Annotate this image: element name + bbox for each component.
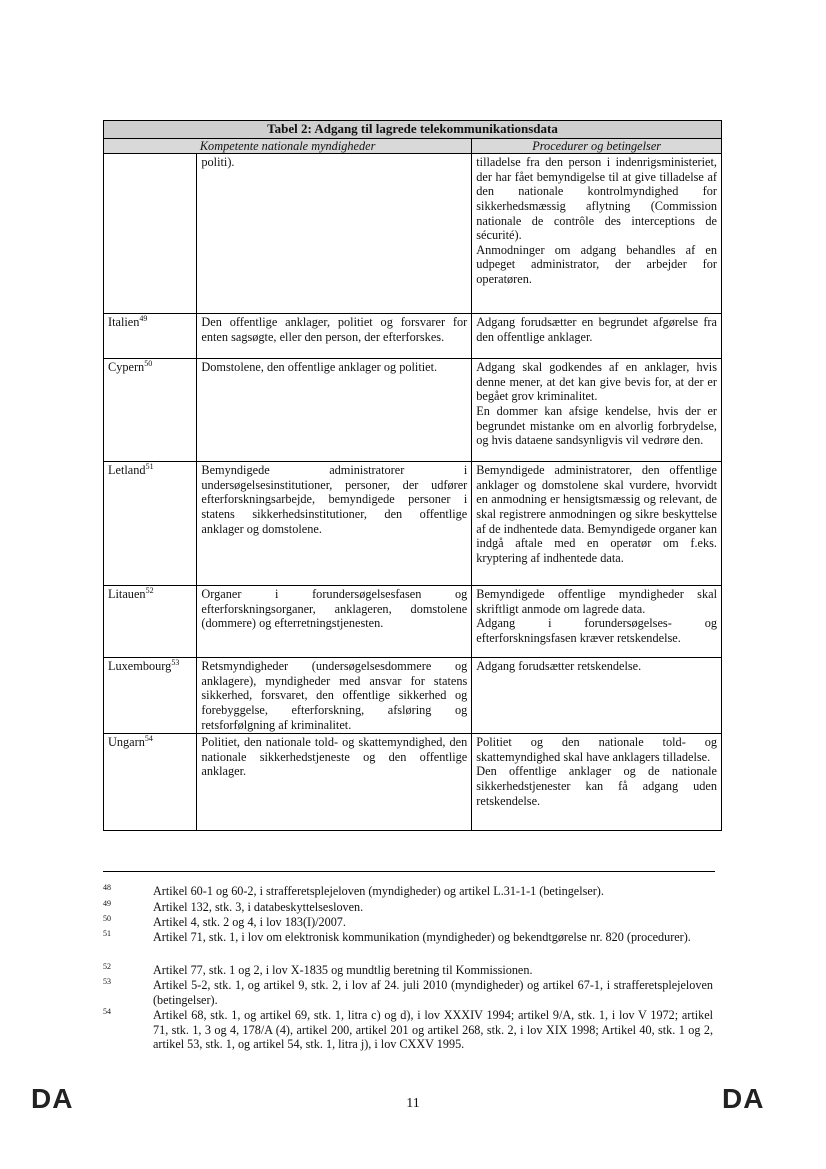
procedures-cell bbox=[472, 314, 722, 359]
footnote-text: Artikel 68, stk. 1, og artikel 69, stk. 1, litra c) og d), i lov XXXIV 1994; artikel 9/A, stk. 1, i lov V 1972; artikel 71, stk. 1, 3 og 4, 178/A (4), artikel 200, artikel 201 og artikel 268, stk. 2, i lov XIX 1998; Artikel 40, stk. 1 og 2, artikel 53, stk. 1, og artikel 54, stk. 1, litra j), i lov CXXV 1995. bbox=[153, 1008, 713, 1052]
procedures-text: Adgang forudsætter retskendelse. bbox=[476, 659, 642, 674]
footnote-ref: 54 bbox=[144, 734, 153, 744]
procedures-text: Den offentlige anklager og de nationale sikkerhedstjenester kan få adgang uden retskendelse. bbox=[476, 764, 717, 808]
authorities-cell bbox=[197, 462, 472, 586]
country-name: Luxembourg bbox=[108, 659, 172, 674]
data-access-table-wrapper bbox=[103, 120, 722, 831]
procedures-text: Bemyndigede administratorer, den offentlige anklager og domstolene skal vurdere, hvorvidt en anmodning er hensigtsmæssig og relevant, de skal registrere anmodningen og sikre beskyttelse af de indhentede data. Bemyndigede organer kan indgå aftale med en operatør om f.eks. kryptering af indhentede data. bbox=[476, 463, 717, 565]
authorities-text: Politiet, den nationale told- og skattemyndighed, den nationale sikkerhedstjeneste og den offentlige anklager. bbox=[201, 735, 468, 779]
procedures-cell bbox=[472, 154, 722, 314]
table-row bbox=[104, 154, 722, 314]
procedures-cell bbox=[472, 359, 722, 462]
data-access-table bbox=[103, 120, 722, 831]
country-cell bbox=[104, 734, 197, 831]
footnote-number: 49 bbox=[103, 899, 111, 908]
footnote-text: Artikel 60-1 og 60-2, i strafferetsplejeloven (myndigheder) og artikel L.31-1-1 (betingelser). bbox=[153, 884, 604, 898]
country-cell bbox=[104, 586, 197, 658]
procedures-text: Bemyndigede offentlige myndigheder skal skriftligt anmode om lagrede data. bbox=[476, 587, 717, 616]
authorities-text: Organer i forundersøgelsesfasen og efterforskningsorganer, anklageren, domstolene (dommere) og efterretningstjenesten. bbox=[201, 587, 468, 631]
authorities-text: Den offentlige anklager, politiet og forsvarer for enten sagsøgte, eller den person, der efterforskes. bbox=[201, 315, 468, 344]
table-title: Tabel 2: Adgang til lagrede telekommunikationsdata bbox=[104, 121, 722, 139]
authorities-cell bbox=[197, 658, 472, 734]
header-authorities: Kompetente nationale myndigheder bbox=[104, 138, 472, 154]
country-name: Litauen bbox=[108, 587, 146, 602]
footnote-number: 48 bbox=[103, 883, 111, 892]
footnote-text: Artikel 77, stk. 1 og 2, i lov X-1835 og mundtlig beretning til Kommissionen. bbox=[153, 963, 533, 977]
table-body bbox=[104, 154, 722, 831]
footnote-ref: 51 bbox=[145, 462, 154, 472]
procedures-cell bbox=[472, 734, 722, 831]
table-row bbox=[104, 462, 722, 586]
procedures-cell bbox=[472, 462, 722, 586]
footnote-number: 52 bbox=[103, 962, 111, 971]
footnote-number: 54 bbox=[103, 1007, 111, 1016]
header-procedures: Procedurer og betingelser bbox=[472, 138, 722, 154]
footnote-text: Artikel 5-2, stk. 1, og artikel 9, stk. 2, i lov af 24. juli 2010 (myndigheder) og artikel 67-1, i strafferetsplejeloven (betingelser). bbox=[153, 978, 713, 1007]
country-cell bbox=[104, 462, 197, 586]
country-name: Italien bbox=[108, 315, 140, 330]
procedures-text: Adgang skal godkendes af en anklager, hvis denne mener, at det kan give bevis for, at der er begået grov kriminalitet. bbox=[476, 360, 717, 404]
authorities-cell bbox=[197, 154, 472, 314]
procedures-cell bbox=[472, 586, 722, 658]
table-row bbox=[104, 586, 722, 658]
footnote-number: 51 bbox=[103, 929, 111, 938]
authorities-cell bbox=[197, 586, 472, 658]
procedures-text: En dommer kan afsige kendelse, hvis der er begrundet mistanke om en alvorlig forbrydelse, og hvis dataene sandsynligvis vil vedrøre den. bbox=[476, 403, 717, 448]
authorities-text: Retsmyndigheder (undersøgelsesdommere og anklagere), myndigheder med ansvar for statens sikkerhed, forsvaret, den offentlige sikkerhed og forebyggelse, efterforskning, afsløring og retsforfølgning af kriminalitet. bbox=[201, 659, 468, 732]
country-name: Letland bbox=[108, 463, 146, 478]
footnote-text: Artikel 71, stk. 1, i lov om elektronisk kommunikation (myndigheder) og bekendtgørelse nr. 820 (procedurer). bbox=[153, 930, 691, 944]
country-name: Ungarn bbox=[108, 735, 145, 750]
footnote-number: 53 bbox=[103, 977, 111, 986]
procedures-text: Adgang forudsætter en begrundet afgørelse fra den offentlige anklager. bbox=[476, 315, 717, 344]
country-cell bbox=[104, 314, 197, 359]
footnote-separator bbox=[103, 871, 715, 872]
authorities-text: Bemyndigede administratorer i undersøgelsesinstitutioner, personer, der udfører efterforskningsarbejde, bemyndigede personer i statens sikkerhedsinstitutioner, den offentlige anklager og domstolene. bbox=[201, 463, 468, 536]
table-title-row bbox=[104, 121, 722, 139]
language-code-left: DA bbox=[31, 1083, 74, 1114]
footnote-text: Artikel 132, stk. 3, i databeskyttelsesloven. bbox=[153, 900, 364, 914]
table-row bbox=[104, 658, 722, 734]
footnote-number: 50 bbox=[103, 914, 111, 923]
procedures-text: Politiet og den nationale told- og skattemyndighed skal have anklagers tilladelse. bbox=[476, 735, 717, 764]
procedures-text: Anmodninger om adgang behandles af en udpeget administrator, der arbejder for operatøren. bbox=[476, 242, 717, 286]
footnote-ref: 49 bbox=[139, 314, 148, 324]
page-number: 11 bbox=[406, 1096, 420, 1111]
authorities-text: Domstolene, den offentlige anklager og politiet. bbox=[201, 360, 438, 375]
authorities-cell bbox=[197, 314, 472, 359]
footnote-ref: 53 bbox=[171, 658, 180, 668]
procedures-text: Adgang i forundersøgelses- og efterforskningsfasen kræver retskendelse. bbox=[476, 616, 717, 645]
authorities-cell bbox=[197, 359, 472, 462]
table-row bbox=[104, 734, 722, 831]
table-row bbox=[104, 314, 722, 359]
table-row bbox=[104, 359, 722, 462]
procedures-text: tilladelse fra den person i indenrigsministeriet, der har fået bemyndigelse til at give tilladelse af den nationale kontrolmyndighed for sikkerhedsmæssig aflytning (Commission nationale de contrôle des interceptions de sécurité). bbox=[476, 155, 717, 243]
language-code-right: DA bbox=[722, 1083, 765, 1114]
authorities-text: politi). bbox=[201, 155, 235, 170]
country-cell bbox=[104, 359, 197, 462]
country-cell bbox=[104, 154, 197, 314]
footnote-ref: 50 bbox=[144, 359, 153, 369]
procedures-cell bbox=[472, 658, 722, 734]
footnote-text: Artikel 4, stk. 2 og 4, i lov 183(I)/2007. bbox=[153, 915, 346, 929]
footnote-ref: 52 bbox=[145, 586, 154, 596]
country-name: Cypern bbox=[108, 360, 145, 375]
table-header-row bbox=[104, 138, 722, 154]
country-cell bbox=[104, 658, 197, 734]
authorities-cell bbox=[197, 734, 472, 831]
